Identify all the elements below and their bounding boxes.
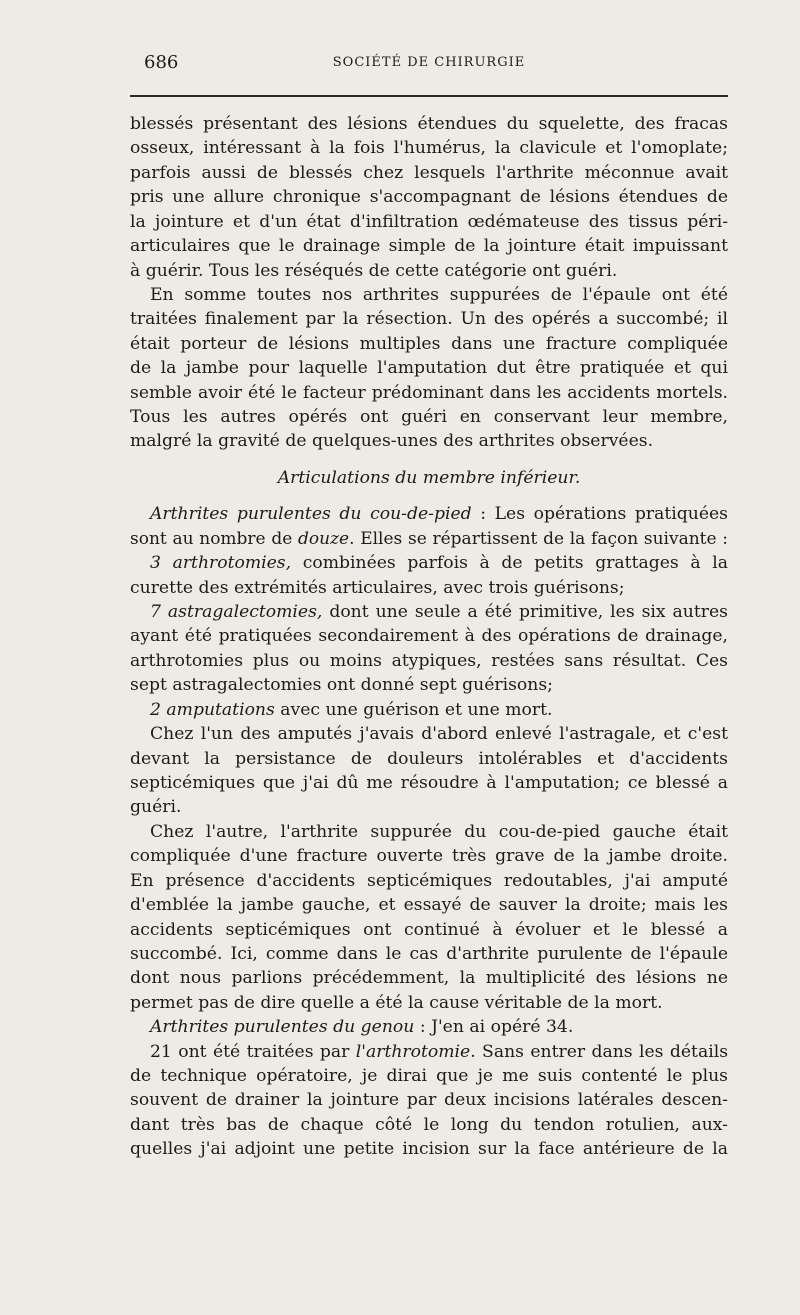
text-line: Chez l'un des amputés j'avais d'abord enlevé l'astragale, et c'est xyxy=(150,724,728,745)
text-line: était porteur de lésions multiples dans une fracture compliquée xyxy=(130,333,728,354)
text-fragment: sont au nombre de xyxy=(130,528,293,549)
text-line: permet pas de dire quelle a été la cause véritable de la mort. xyxy=(130,992,663,1013)
text-line: sept astragalectomies ont donné sept guérisons; xyxy=(130,675,553,696)
header-rule xyxy=(130,95,728,97)
text-line xyxy=(130,527,728,551)
text-line: En présence d'accidents septicémiques redoutables, j'ai amputé xyxy=(130,870,728,891)
text-line: compliquée d'une fracture ouverte très grave de la jambe droite. xyxy=(130,846,728,867)
text-italic: 3 arthrotomies, xyxy=(150,553,292,574)
body-text xyxy=(130,112,728,1162)
text-fragment: combinées parfois à de petits grattages à la xyxy=(302,553,728,574)
text-line: septicémiques que j'ai dû me résoudre à l'amputation; ce blessé a xyxy=(130,772,728,793)
text-italic: Arthrites purulentes du cou-de-pied xyxy=(150,504,472,525)
text-fragment: . Sans entrer dans les détails xyxy=(470,1041,729,1062)
text-line: En somme toutes nos arthrites suppurées de l'épaule ont été xyxy=(150,284,728,305)
text-line: accidents septicémiques ont continué à évoluer et le blessé a xyxy=(130,919,728,940)
text-fragment: avec une guérison et une mort. xyxy=(280,699,553,720)
text-line: arthrotomies plus ou moins atypiques, restées sans résultat. Ces xyxy=(130,650,728,671)
text-line xyxy=(130,1015,728,1039)
text-italic: 2 amputations xyxy=(150,699,275,720)
text-line xyxy=(130,600,728,624)
text-italic: douze xyxy=(298,528,350,549)
text-line xyxy=(130,1040,728,1064)
text-line: blessés présentant des lésions étendues du squelette, des fracas xyxy=(130,114,728,134)
text-line: succombé. Ici, comme dans le cas d'arthrite purulente de l'épaule xyxy=(130,943,728,964)
text-line: dant très bas de chaque côté le long du tendon rotulien, aux- xyxy=(130,1114,728,1135)
text-line: osseux, intéressant à la fois l'humérus, la clavicule et l'omoplate; xyxy=(130,138,728,159)
text-line: traitées finalement par la résection. Un des opérés a succombé; il xyxy=(130,309,728,330)
text-line: à guérir. Tous les réséqués de cette catégorie ont guéri. xyxy=(130,260,618,281)
section-heading: Articulations du membre inférieur. xyxy=(277,467,581,488)
text-line xyxy=(130,698,728,722)
text-line xyxy=(130,551,728,575)
text-line: articulaires que le drainage simple de la jointure était impuissant xyxy=(130,236,728,257)
text-line: Chez l'autre, l'arthrite suppurée du cou-de-pied gauche était xyxy=(150,821,728,842)
text-fragment: 21 ont été traitées par xyxy=(150,1041,350,1062)
text-italic: 7 astragalectomies, xyxy=(150,602,323,623)
text-line: quelles j'ai adjoint une petite incision sur la face antérieure de la xyxy=(130,1139,728,1160)
text-italic: Arthrites purulentes du genou xyxy=(150,1017,415,1038)
text-line: ayant été pratiquées secondairement à des opérations de drainage, xyxy=(130,626,728,647)
text-fragment: : J'en ai opéré 34. xyxy=(419,1017,574,1038)
text-fragment: dont une seule a été primitive, les six autres xyxy=(329,602,728,623)
text-fragment: : Les opérations pratiquées xyxy=(480,504,728,525)
text-italic: l'arthrotomie xyxy=(355,1041,471,1062)
text-line: Tous les autres opérés ont guéri en conservant leur membre, xyxy=(130,407,728,428)
text-line: semble avoir été le facteur prédominant dans les accidents mortels. xyxy=(130,382,728,403)
text-line: guéri. xyxy=(130,797,182,818)
text-line: d'emblée la jambe gauche, et essayé de sauver la droite; mais les xyxy=(130,895,728,916)
text-fragment: . Elles se répartissent de la façon suivante : xyxy=(349,528,728,549)
text-line: parfois aussi de blessés chez lesquels l'arthrite méconnue avait xyxy=(130,162,728,183)
text-line: de technique opératoire, je dirai que je me suis contenté le plus xyxy=(130,1066,728,1087)
text-line: de la jambe pour laquelle l'amputation dut être pratiquée et qui xyxy=(130,358,728,379)
text-line: curette des extrémités articulaires, avec trois guérisons; xyxy=(130,577,625,598)
text-line: dont nous parlions précédemment, la multiplicité des lésions ne xyxy=(130,968,728,989)
text-line: devant la persistance de douleurs intolérables et d'accidents xyxy=(130,748,728,769)
running-title: SOCIÉTÉ DE CHIRURGIE xyxy=(332,55,526,70)
text-line: la jointure et d'un état d'infiltration œdémateuse des tissus péri- xyxy=(130,211,728,232)
text-line: souvent de drainer la jointure par deux incisions latérales descen- xyxy=(130,1090,728,1111)
page-number: 686 xyxy=(144,52,179,73)
text-line: pris une allure chronique s'accompagnant de lésions étendues de xyxy=(130,187,728,208)
page-header xyxy=(130,52,728,76)
text-line xyxy=(130,502,728,526)
text-line: malgré la gravité de quelques-unes des arthrites observées. xyxy=(130,431,654,452)
